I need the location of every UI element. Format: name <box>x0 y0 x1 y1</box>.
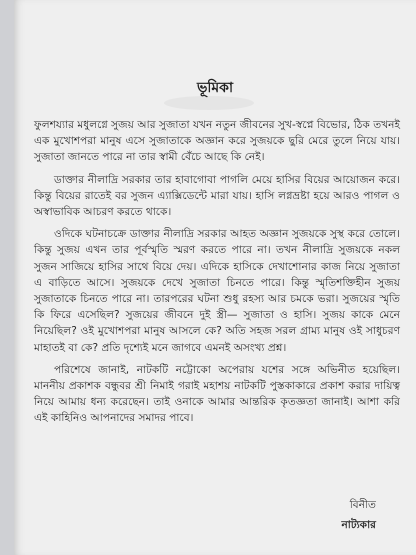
author: নাট্যকার <box>341 519 376 531</box>
paragraph-4: পরিশেষে জানাই, নাটকটি নট্টোকো অপেরায় যশের সঙ্গে অভিনীত হয়েছিল। মাননীয় প্রকাশক বন্ধুবর শ্রী নিমাই গরাই মহাশয় নাটকটি পুস্তকাকারে প্রকাশ করার দায়িত্ব নিয়ে আমায় ধন্য করেছেন। তাই ওনাকে আমার আন্তরিক কৃতজ্ঞতা জানাই। আশা করি এই কাহিনিও আপনাদের সমাদর পাবে। <box>34 363 400 425</box>
preface-body <box>34 117 400 433</box>
book-page <box>14 0 416 555</box>
signoff: বিনীত <box>349 499 376 511</box>
paragraph-3: ওদিকে ঘটনাচক্রে ডাক্তার নীলাদ্রি সরকার আহত অজ্ঞান সুজয়কে সুস্থ করে তোলে। কিন্তু সুজয় এখন তার পূর্বস্মৃতি স্মরণ করতে পারে না। তখন নীলাদ্রি সুজয়কে নকল সুজন সাজিয়ে হাসির সাথে বিয়ে দেয়। এদিকে হাসিকে দেখাশোনার কাজ নিয়ে সুজাতা এ বাড়িতে আসে। সুজয়কে দেখে সুজাতা চিনতে পারে। কিন্তু স্মৃতিশক্তিহীন সুজয় সুজাতাকে চিনতে পারে না। তারপরের ঘটনা শুধু রহস্য আর চমকে ভরা। সুজয়ের স্মৃতি কি ফিরে এসেছিল? সুজয়ের জীবনে দুই স্ত্রী— সুজাতা ও হাসি। সুজয় কাকে মেনে নিয়েছিল? ওই মুখোশপরা মানুষ আসলে কে? অতি সহজ সরল গ্রাম্য মানুষ ওই সাধুচরণ মাহাতই বা কে? প্রতি দৃশ্যেই মনে জাগবে এমনই অসংখ্য প্রশ্ন। <box>34 228 400 354</box>
paragraph-1: ফুলশয্যার মধুলগ্নে সুজয় আর সুজাতা যখন নতুন জীবনের সুখ-স্বপ্নে বিভোর, ঠিক তখনই এক মুখোশপরা মানুষ এসে সুজাতাকে অজ্ঞান করে সুজয়কে ছুরি মেরে তুলে নিয়ে যায়। সুজাতা জানতে পারে না তার স্বামী বেঁচে আছে কি নেই। <box>34 119 400 164</box>
page-title: ভূমিকা <box>196 80 234 96</box>
paragraph-2: ডাক্তার নীলাদ্রি সরকার তার হাবাগোবা পাগলি মেয়ে হাসির বিয়ের আয়োজন করে। কিন্তু বিয়ের রাতেই বর সুজন এ্যাক্সিডেন্টে মারা যায়। হাসি লগ্নভ্রষ্টা হয়ে আরও পাগল ও অস্বাভাবিক আচরণ করতে থাকে। <box>34 173 400 219</box>
